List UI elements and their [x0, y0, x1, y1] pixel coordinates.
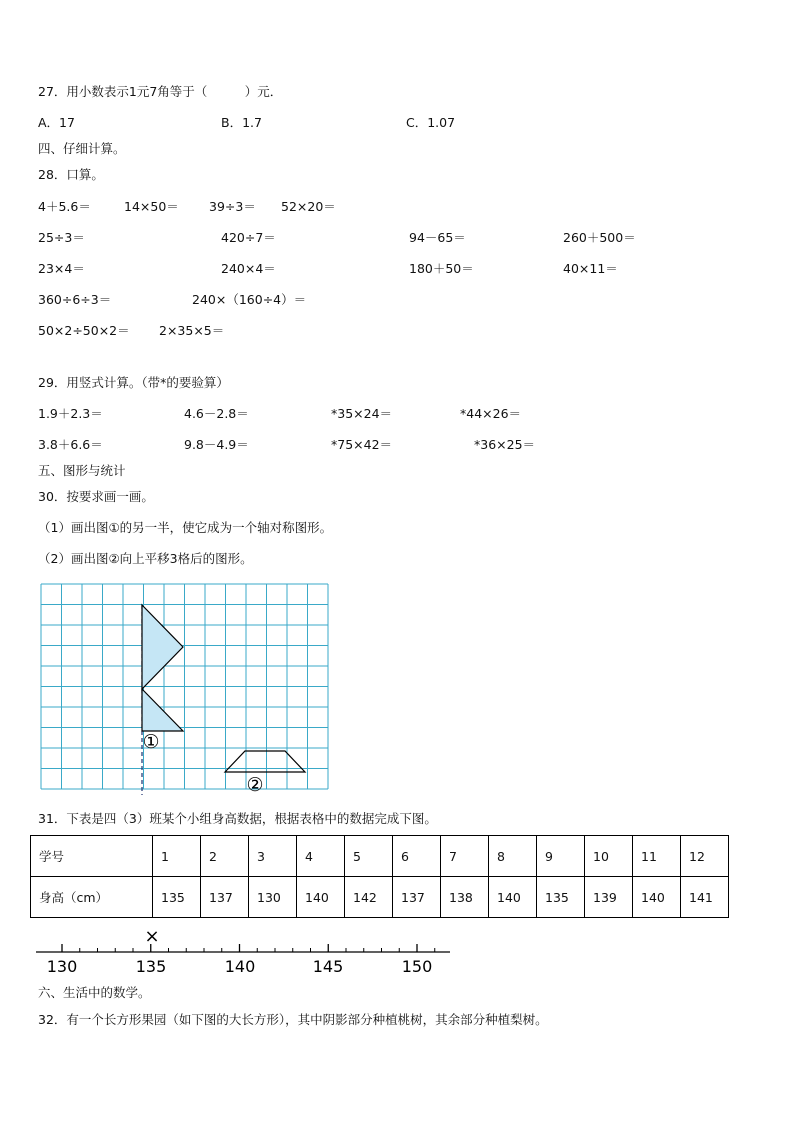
table-cell: 2 — [201, 836, 249, 877]
axis-label-150: 150 — [401, 957, 433, 976]
q28-item: 50×2÷50×2＝ — [38, 323, 130, 338]
grid-lines — [41, 584, 328, 789]
q28-item: 23×4＝ — [38, 261, 85, 276]
q29-item: *75×42＝ — [331, 437, 393, 452]
q28-item: 25÷3＝ — [38, 230, 85, 245]
q29-title: 29．用竖式计算。（带*的要验算） — [38, 375, 229, 390]
q31-title: 31．下表是四（3）班某个小组身高数据，根据表格中的数据完成下图。 — [38, 811, 437, 826]
q29-item: 1.9＋2.3＝ — [38, 406, 103, 421]
q27-option-c: C．1.07 — [406, 115, 456, 130]
q28-item: 240×4＝ — [221, 261, 276, 276]
table-cell: 1 — [153, 836, 201, 877]
q29-item: *44×26＝ — [460, 406, 522, 421]
table-cell: 12 — [681, 836, 729, 877]
q29-item: 4.6－2.8＝ — [184, 406, 249, 421]
q30-part2: （2）画出图②向上平移3格后的图形。 — [38, 551, 253, 566]
table-cell: 5 — [345, 836, 393, 877]
q32-stem: 32．有一个长方形果园（如下图的大长方形），其中阴影部分种植桃树，其余部分种植梨树。 — [38, 1012, 548, 1027]
table-cell: 137 — [393, 877, 441, 918]
table-cell: 6 — [393, 836, 441, 877]
table-cell: 135 — [537, 877, 585, 918]
table-cell: 141 — [681, 877, 729, 918]
q29-item: *35×24＝ — [331, 406, 393, 421]
table-cell: 140 — [297, 877, 345, 918]
table-cell: 140 — [633, 877, 681, 918]
table-cell: 3 — [249, 836, 297, 877]
table-cell: 139 — [585, 877, 633, 918]
figure-1-upper-triangle — [142, 605, 183, 689]
figure-1-label: ① — [142, 731, 160, 753]
table-cell: 7 — [441, 836, 489, 877]
q28-item: 39÷3＝ — [209, 199, 256, 214]
axis-label-145: 145 — [312, 957, 344, 976]
q27-option-b: B．1.7 — [221, 115, 262, 130]
table-cell: 137 — [201, 877, 249, 918]
table-cell: 10 — [585, 836, 633, 877]
q28-item: 4＋5.6＝ — [38, 199, 91, 214]
axis-label-140: 140 — [224, 957, 256, 976]
table-cell: 4 — [297, 836, 345, 877]
table-cell: 8 — [489, 836, 537, 877]
table-row-ids — [31, 836, 729, 877]
figure-1-lower-triangle — [142, 689, 183, 731]
number-line-ticks — [62, 944, 435, 952]
q28-item: 94－65＝ — [409, 230, 466, 245]
q28-item: 180＋50＝ — [409, 261, 474, 276]
q28-item: 2×35×5＝ — [159, 323, 225, 338]
table-row-label: 身高（cm） — [31, 877, 153, 918]
q29-item: 3.8＋6.6＝ — [38, 437, 103, 452]
table-row-heights — [31, 877, 729, 918]
q30-part1: （1）画出图①的另一半，使它成为一个轴对称图形。 — [38, 520, 333, 535]
q28-title: 28．口算。 — [38, 167, 104, 182]
q28-item: 14×50＝ — [124, 199, 179, 214]
table-cell: 138 — [441, 877, 489, 918]
q28-item: 260＋500＝ — [563, 230, 636, 245]
q28-item: 240×（160÷4）＝ — [192, 292, 307, 307]
height-table — [30, 835, 729, 918]
q29-item: 9.8－4.9＝ — [184, 437, 249, 452]
q28-item: 420÷7＝ — [221, 230, 276, 245]
number-line — [36, 922, 456, 978]
q28-item: 52×20＝ — [281, 199, 336, 214]
table-cell: 11 — [633, 836, 681, 877]
table-header-label: 学号 — [31, 836, 153, 877]
figure-2-label: ② — [246, 774, 264, 796]
section-heading-6: 六、生活中的数学。 — [38, 985, 151, 1000]
table-cell: 140 — [489, 877, 537, 918]
section-heading-5: 五、图形与统计 — [38, 463, 126, 478]
table-cell: 135 — [153, 877, 201, 918]
axis-label-130: 130 — [46, 957, 78, 976]
table-cell: 9 — [537, 836, 585, 877]
axis-label-135: 135 — [135, 957, 167, 976]
section-heading-4: 四、仔细计算。 — [38, 141, 126, 156]
q30-title: 30．按要求画一画。 — [38, 489, 154, 504]
q28-item: 360÷6÷3＝ — [38, 292, 112, 307]
cross-marker: × — [144, 926, 160, 947]
q29-item: *36×25＝ — [474, 437, 536, 452]
q27-stem: 27．用小数表示1元7角等于（ ）元． — [38, 84, 283, 99]
drawing-grid — [40, 583, 330, 797]
q27-option-a: A．17 — [38, 115, 75, 130]
table-cell: 142 — [345, 877, 393, 918]
q28-item: 40×11＝ — [563, 261, 618, 276]
table-cell: 130 — [249, 877, 297, 918]
